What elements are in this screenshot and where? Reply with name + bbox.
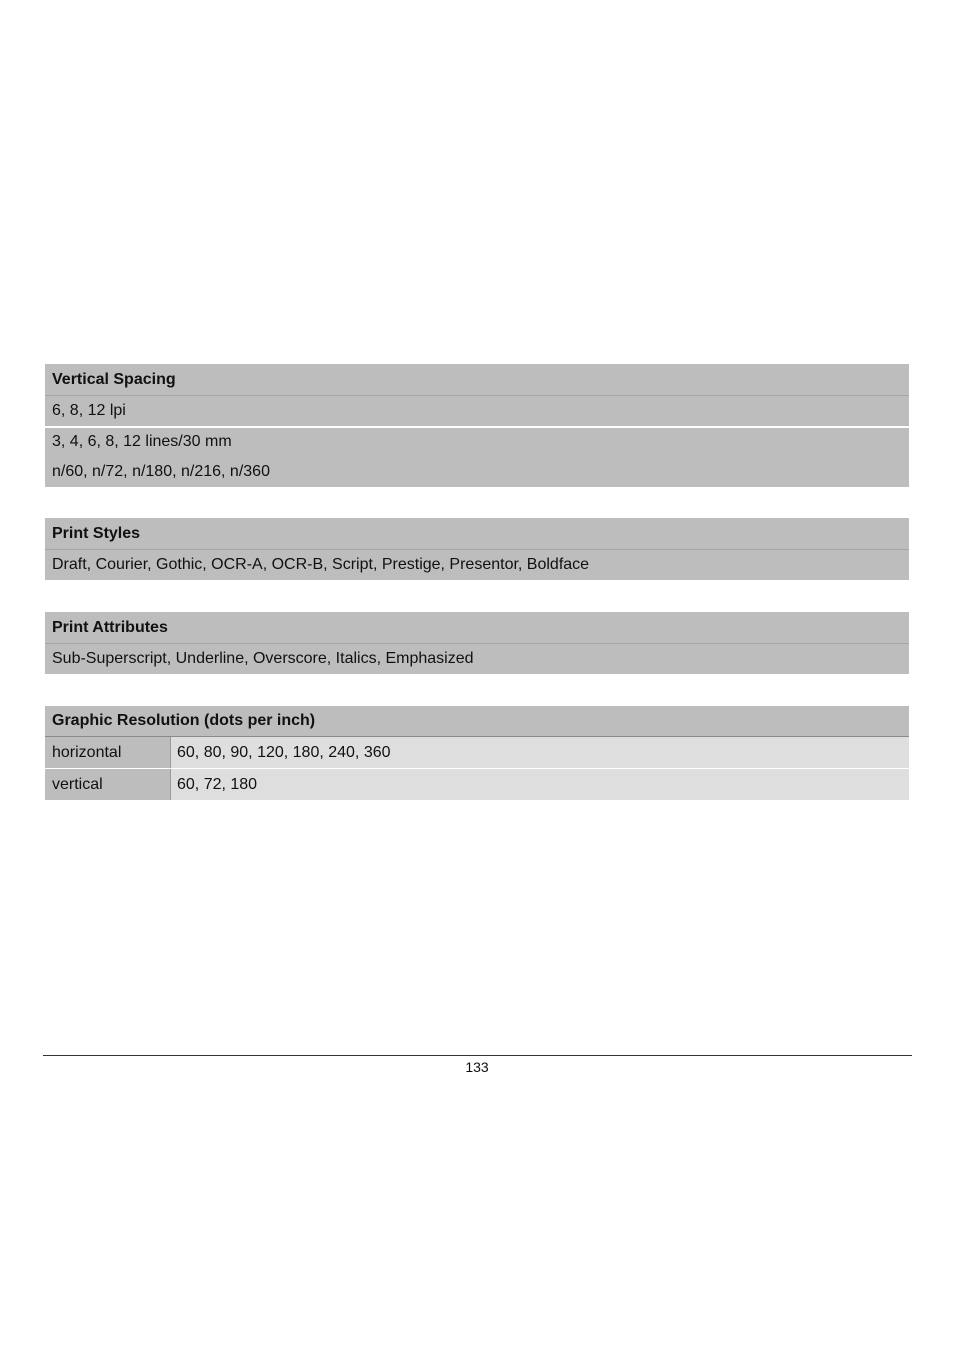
print-styles-value: Draft, Courier, Gothic, OCR-A, OCR-B, Script, Prestige, Presentor, Boldface bbox=[45, 549, 909, 580]
table-row bbox=[45, 736, 909, 768]
vertical-label: vertical bbox=[45, 769, 170, 800]
vertical-spacing-n-values: n/60, n/72, n/180, n/216, n/360 bbox=[52, 462, 270, 480]
horizontal-value: 60, 80, 90, 120, 180, 240, 360 bbox=[170, 737, 909, 768]
horizontal-label: horizontal bbox=[45, 737, 170, 768]
vertical-spacing-title: Vertical Spacing bbox=[52, 370, 176, 388]
vertical-spacing-table bbox=[45, 364, 909, 487]
print-styles-table bbox=[45, 518, 909, 580]
print-attributes-table bbox=[45, 612, 909, 674]
print-attributes-value: Sub-Superscript, Underline, Overscore, Italics, Emphasized bbox=[45, 643, 909, 674]
table-row bbox=[45, 768, 909, 800]
vertical-spacing-lpi: 6, 8, 12 lpi bbox=[45, 395, 909, 426]
graphic-resolution-title: Graphic Resolution (dots per inch) bbox=[52, 712, 316, 729]
vertical-spacing-lines-30mm: 3, 4, 6, 8, 12 lines/30 mm bbox=[45, 426, 909, 456]
page-number: 133 bbox=[465, 1059, 489, 1075]
vertical-value: 60, 72, 180 bbox=[170, 769, 909, 800]
footer-divider bbox=[43, 1055, 912, 1056]
graphic-resolution-table bbox=[45, 706, 909, 800]
print-styles-title: Print Styles bbox=[52, 524, 141, 542]
print-attributes-title: Print Attributes bbox=[52, 618, 168, 636]
